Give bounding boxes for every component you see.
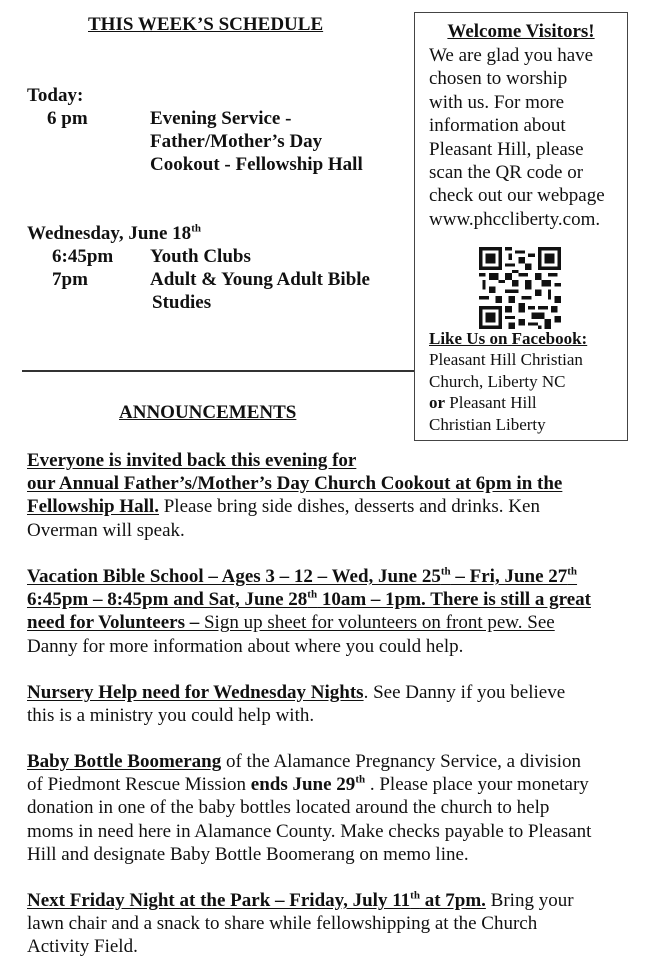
qr-code-icon[interactable]	[479, 247, 561, 329]
welcome-line: chosen to worship	[429, 68, 568, 90]
bottle-text: . Please place your monetary	[365, 774, 589, 796]
vbs-line-4: Danny for more information about where you could help.	[27, 635, 464, 657]
wednesday-time-1: 6:45pm	[52, 246, 114, 267]
park-text: lawn chair and a snack to share while fellowshipping at the Church	[27, 913, 538, 935]
wednesday-event-2	[150, 268, 370, 314]
facebook-line: Pleasant Hill Christian	[429, 350, 583, 369]
vbs-sup: th	[567, 565, 578, 578]
today-event	[150, 107, 363, 176]
vbs-sup: th	[440, 565, 451, 578]
cookout-line-rest: Please bring side dishes, desserts and drinks. Ken	[158, 496, 540, 518]
nursery-text: . See Danny if you believe	[363, 682, 566, 703]
cookout-line: Everyone is invited back this evening for	[27, 450, 357, 471]
welcome-title: Welcome Visitors!	[447, 21, 595, 42]
cookout-line: Fellowship Hall.	[27, 496, 159, 518]
vbs-text: 10am – 1pm. There is still a great	[317, 589, 591, 611]
announcement-nursery	[27, 681, 639, 727]
bottle-text: moms in need here in Alamance County. Make checks payable to Pleasant	[27, 820, 592, 842]
facebook-or: or	[429, 393, 446, 412]
vbs-text: Sign up sheet for volunteers on front pew. See	[203, 612, 555, 634]
facebook-text	[429, 349, 625, 435]
welcome-line: information about	[429, 115, 566, 137]
welcome-line: We are glad you have	[429, 45, 594, 66]
facebook-title: Like Us on Facebook:	[429, 329, 588, 348]
vbs-line-2	[27, 588, 639, 611]
wednesday-time-2: 7pm	[52, 269, 88, 290]
vbs-text: – Fri, June 27	[450, 566, 568, 587]
facebook-line: Church, Liberty NC	[429, 371, 566, 391]
facebook-line: Christian Liberty	[429, 414, 546, 434]
cookout-line: our Annual Father’s/Mother’s Day Church Cookout at 6pm in the	[27, 473, 563, 495]
welcome-url[interactable]: www.phccliberty.com.	[429, 208, 601, 230]
announcement-vbs	[27, 565, 639, 658]
vbs-text: Vacation Bible School – Ages 3 – 12 – Wed, June 25	[27, 566, 441, 587]
vbs-sup: th	[307, 588, 318, 601]
wednesday-label	[27, 222, 201, 245]
bottle-text: donation in one of the baby bottles located around the church to help	[27, 797, 550, 819]
welcome-line: with us. For more	[429, 91, 565, 113]
today-time: 6 pm	[47, 108, 88, 129]
welcome-line: scan the QR code or	[429, 162, 584, 184]
cookout-line: Overman will speak.	[27, 519, 185, 541]
park-title-text: Next Friday Night at the Park – Friday, July 11	[27, 890, 411, 911]
nursery-text: this is a ministry you could help with.	[27, 705, 315, 727]
welcome-line: Pleasant Hill, please	[429, 138, 584, 160]
park-title-text: at 7pm.	[419, 890, 486, 911]
wednesday-date-suffix: th	[191, 222, 201, 235]
bottle-text: of Piedmont Rescue Mission	[27, 774, 251, 796]
bottle-title: Baby Bottle Boomerang	[27, 751, 222, 772]
section-divider	[22, 370, 415, 372]
nursery-title: Nursery Help need for Wednesday Nights	[27, 682, 364, 703]
bottle-text: of the Alamance Pregnancy Service, a division	[221, 751, 582, 772]
schedule-title: THIS WEEK’S SCHEDULE	[88, 14, 324, 35]
today-label: Today:	[27, 85, 84, 106]
announcements-title: ANNOUNCEMENTS	[119, 402, 297, 423]
announcement-baby-bottle	[27, 750, 639, 866]
facebook-alt-line	[429, 392, 625, 414]
bottle-deadline: ends June 29	[250, 774, 356, 796]
today-event-line: Cookout - Fellowship Hall	[150, 154, 363, 175]
announcement-park	[27, 889, 639, 959]
bottle-deadline-sup: th	[355, 773, 366, 786]
park-text: Activity Field.	[27, 936, 138, 958]
vbs-line-1	[27, 565, 639, 588]
vbs-text: 6:45pm – 8:45pm and Sat, June 28	[27, 589, 308, 611]
welcome-line: check out our webpage	[429, 185, 605, 207]
wednesday-event-line: Studies	[152, 292, 212, 313]
bottle-text: Hill and designate Baby Bottle Boomerang on memo line.	[27, 843, 469, 865]
park-title-sup: th	[410, 889, 420, 902]
welcome-visitors-box	[414, 12, 628, 441]
today-event-line: Father/Mother’s Day	[150, 131, 323, 152]
wednesday-date: Wednesday, June 18	[27, 223, 192, 244]
vbs-line-3	[27, 611, 639, 634]
today-event-line: Evening Service -	[150, 108, 292, 129]
welcome-text	[429, 44, 625, 231]
wednesday-event-1: Youth Clubs	[150, 246, 251, 267]
facebook-alt-name: Pleasant Hill	[445, 393, 537, 412]
announcement-cookout	[27, 449, 639, 542]
wednesday-event-line: Adult & Young Adult Bible	[150, 269, 370, 290]
park-text: Bring your	[485, 890, 574, 911]
vbs-text: need for Volunteers –	[27, 612, 204, 634]
park-title	[27, 890, 486, 911]
